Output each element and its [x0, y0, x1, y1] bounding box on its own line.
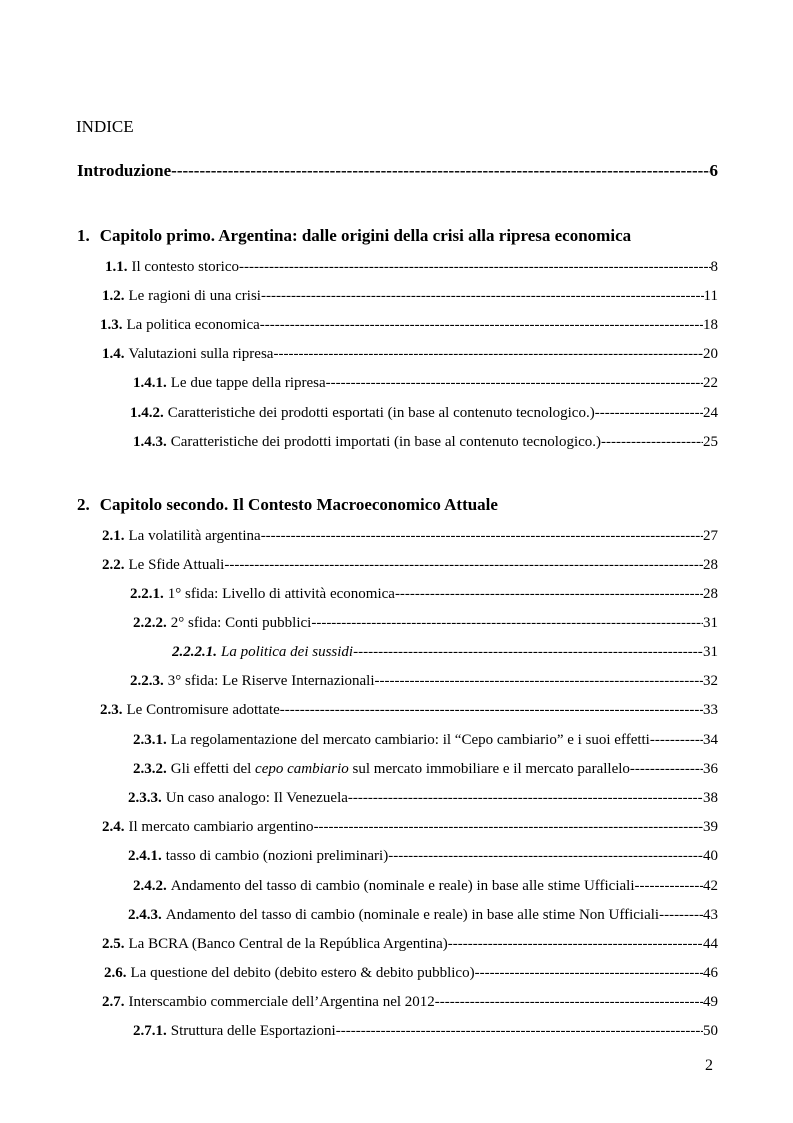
toc-entry-number: 1.4.3.: [133, 434, 167, 450]
toc-entry-number: 1.1.: [105, 259, 128, 275]
dot-leader: [601, 432, 703, 452]
toc-entry-number: 2.2.2.: [133, 615, 167, 631]
dot-leader: [435, 992, 703, 1012]
toc-entry-title: Introduzione: [77, 161, 172, 180]
toc-entry-number: 1.3.: [100, 317, 123, 333]
toc-entry-title: Un caso analogo: Il Venezuela: [165, 790, 348, 806]
dot-leader: [261, 286, 704, 306]
toc-entry-page: 31: [703, 644, 718, 660]
toc-entry-number: 2.5.: [102, 936, 125, 952]
dot-leader: [388, 846, 703, 866]
toc-entry-number: 2.4.1.: [128, 848, 162, 864]
toc-entry[interactable]: [133, 373, 718, 393]
toc-entry-page: 20: [703, 346, 718, 362]
toc-entry-title: Caratteristiche dei prodotti importati (in base al contenuto tecnologico.): [170, 434, 602, 450]
toc-entry-number: 2.4.2.: [133, 878, 167, 894]
toc-entry[interactable]: [105, 257, 718, 277]
dot-leader: [260, 315, 703, 335]
toc-entry[interactable]: [133, 613, 718, 633]
toc-entry-title: La politica economica: [126, 317, 260, 333]
toc-entry-title: Le ragioni di una crisi: [128, 288, 261, 304]
dot-leader: [595, 403, 703, 423]
toc-entry-title: sul mercato immobiliare e il mercato parallelo: [352, 761, 630, 777]
toc-entry-page: 24: [703, 405, 718, 421]
chapter-title: Capitolo primo. Argentina: dalle origini della crisi alla ripresa economica: [99, 226, 632, 245]
toc-entry-page: 46: [703, 965, 718, 981]
toc-entry-title: Le due tappe della ripresa: [170, 375, 326, 391]
toc-entry[interactable]: [133, 876, 718, 896]
toc-entry-title: La BCRA (Banco Central de la República Argentina): [128, 936, 448, 952]
dot-leader: [273, 344, 703, 364]
toc-entry[interactable]: [128, 846, 718, 866]
dot-leader: [171, 160, 709, 182]
chapter-number: 1.: [77, 226, 90, 245]
index-heading: INDICE: [76, 117, 134, 136]
dot-leader: [375, 671, 703, 691]
dot-leader: [634, 876, 703, 896]
toc-entry-number: 2.3.: [100, 702, 123, 718]
toc-entry[interactable]: [130, 584, 718, 604]
toc-entry-page: 28: [703, 586, 718, 602]
dot-leader: [630, 759, 703, 779]
toc-entry-number: 2.4.3.: [128, 907, 162, 923]
toc-entry-number: 2.7.: [102, 994, 125, 1010]
toc-entry-page: 43: [703, 907, 718, 923]
dot-leader: [314, 817, 703, 837]
toc-entry[interactable]: [104, 963, 718, 983]
toc-entry-page: 33: [703, 702, 718, 718]
toc-entry-page: 42: [703, 878, 718, 894]
toc-entry-number: 2.1.: [102, 528, 125, 544]
dot-leader: [311, 613, 703, 633]
toc-entry-page: 38: [703, 790, 718, 806]
toc-entry-title: Il contesto storico: [131, 259, 239, 275]
toc-entry[interactable]: [102, 555, 718, 575]
toc-entry[interactable]: [172, 642, 718, 662]
toc-entry-title: La questione del debito (debito estero & debito pubblico): [130, 965, 475, 981]
toc-entry-introduzione[interactable]: [77, 160, 718, 182]
toc-entry-title: Caratteristiche dei prodotti esportati (in base al contenuto tecnologico.): [167, 405, 595, 421]
toc-entry-title: Andamento del tasso di cambio (nominale e reale) in base alle stime Ufficiali: [170, 878, 635, 894]
toc-entry-number: 1.4.2.: [130, 405, 164, 421]
toc-entry-number: 2.3.3.: [128, 790, 162, 806]
dot-leader: [659, 905, 703, 925]
toc-entry[interactable]: [130, 671, 718, 691]
toc-entry-number: 1.4.: [102, 346, 125, 362]
toc-entry-title: La politica dei sussidi: [221, 644, 354, 660]
toc-entry-title: Le Contromisure adottate: [126, 702, 280, 718]
toc-entry-page: 11: [703, 288, 718, 304]
dot-leader: [353, 642, 703, 662]
toc-entry-page: 8: [710, 259, 718, 275]
toc-entry[interactable]: [130, 403, 718, 423]
toc-entry-number: 2.2.: [102, 557, 125, 573]
dot-leader: [448, 934, 703, 954]
toc-entry[interactable]: [128, 788, 718, 808]
toc-entry-number: 2.2.1.: [130, 586, 164, 602]
toc-entry-page: 44: [703, 936, 718, 952]
toc-entry[interactable]: [102, 344, 718, 364]
toc-entry-page: 34: [703, 732, 718, 748]
toc-entry[interactable]: [102, 992, 718, 1012]
toc-entry-number: 2.2.3.: [130, 673, 164, 689]
toc-entry-page: 25: [703, 434, 718, 450]
dot-leader: [475, 963, 703, 983]
chapter-2-heading[interactable]: [77, 495, 498, 515]
chapter-number: 2.: [77, 495, 90, 514]
chapter-title: Capitolo secondo. Il Contesto Macroeconomico Attuale: [99, 495, 498, 514]
toc-entry-number: 2.3.1.: [133, 732, 167, 748]
dot-leader: [336, 1021, 703, 1041]
toc-entry-title: tasso di cambio (nozioni preliminari): [165, 848, 389, 864]
toc-entry-number: 2.2.2.1.: [172, 644, 217, 660]
toc-entry[interactable]: [128, 905, 718, 925]
toc-entry-page: 6: [709, 161, 718, 180]
dot-leader: [650, 730, 703, 750]
toc-entry[interactable]: [133, 432, 718, 452]
toc-entry-title: Valutazioni sulla ripresa: [128, 346, 274, 362]
toc-entry-number: 1.2.: [102, 288, 125, 304]
chapter-1-heading[interactable]: [77, 226, 631, 246]
toc-entry-page: 32: [703, 673, 718, 689]
toc-entry-title: Andamento del tasso di cambio (nominale e reale) in base alle stime Non Ufficiali: [165, 907, 660, 923]
toc-entry-page: 31: [703, 615, 718, 631]
toc-entry-title: Il mercato cambiario argentino: [128, 819, 314, 835]
toc-entry[interactable]: [133, 730, 718, 750]
toc-entry-title: 2° sfida: Conti pubblici: [170, 615, 312, 631]
toc-entry[interactable]: [102, 817, 718, 837]
toc-entry[interactable]: [133, 759, 718, 779]
toc-entry-title: La volatilità argentina: [128, 528, 261, 544]
toc-entry-title: Le Sfide Attuali: [128, 557, 225, 573]
toc-entry-page: 22: [703, 375, 718, 391]
dot-leader: [239, 257, 711, 277]
toc-entry-title: Gli effetti del: [170, 761, 252, 777]
toc-entry-number: 2.4.: [102, 819, 125, 835]
toc-entry-page: 50: [703, 1023, 718, 1039]
dot-leader: [224, 555, 703, 575]
toc-entry-title: Struttura delle Esportazioni: [170, 1023, 336, 1039]
toc-entry[interactable]: [102, 286, 718, 306]
toc-entry-title: 1° sfida: Livello di attività economica: [167, 586, 395, 602]
toc-entry-title: Interscambio commerciale dell’Argentina nel 2012: [128, 994, 435, 1010]
toc-entry-page: 27: [703, 528, 718, 544]
toc-entry-title-italic: cepo cambiario: [255, 761, 349, 777]
toc-entry[interactable]: [133, 1021, 718, 1041]
dot-leader: [326, 373, 703, 393]
dot-leader: [261, 526, 703, 546]
toc-entry[interactable]: [102, 934, 718, 954]
page-number: 2: [705, 1057, 713, 1074]
toc-entry-page: 39: [703, 819, 718, 835]
toc-entry[interactable]: [100, 700, 718, 720]
toc-entry-page: 18: [703, 317, 718, 333]
dot-leader: [280, 700, 703, 720]
dot-leader: [395, 584, 703, 604]
toc-entry-page: 36: [703, 761, 718, 777]
toc-entry-number: 2.6.: [104, 965, 127, 981]
toc-entry-number: 2.7.1.: [133, 1023, 167, 1039]
toc-entry-title: La regolamentazione del mercato cambiario: il “Cepo cambiario” e i suoi effetti: [170, 732, 650, 748]
toc-entry-number: 1.4.1.: [133, 375, 167, 391]
toc-entry-title: 3° sfida: Le Riserve Internazionali: [167, 673, 375, 689]
toc-entry-page: 40: [703, 848, 718, 864]
toc-entry[interactable]: [102, 526, 718, 546]
toc-entry-number: 2.3.2.: [133, 761, 167, 777]
toc-entry[interactable]: [100, 315, 718, 335]
dot-leader: [348, 788, 703, 808]
toc-entry-page: 28: [703, 557, 718, 573]
toc-entry-page: 49: [703, 994, 718, 1010]
